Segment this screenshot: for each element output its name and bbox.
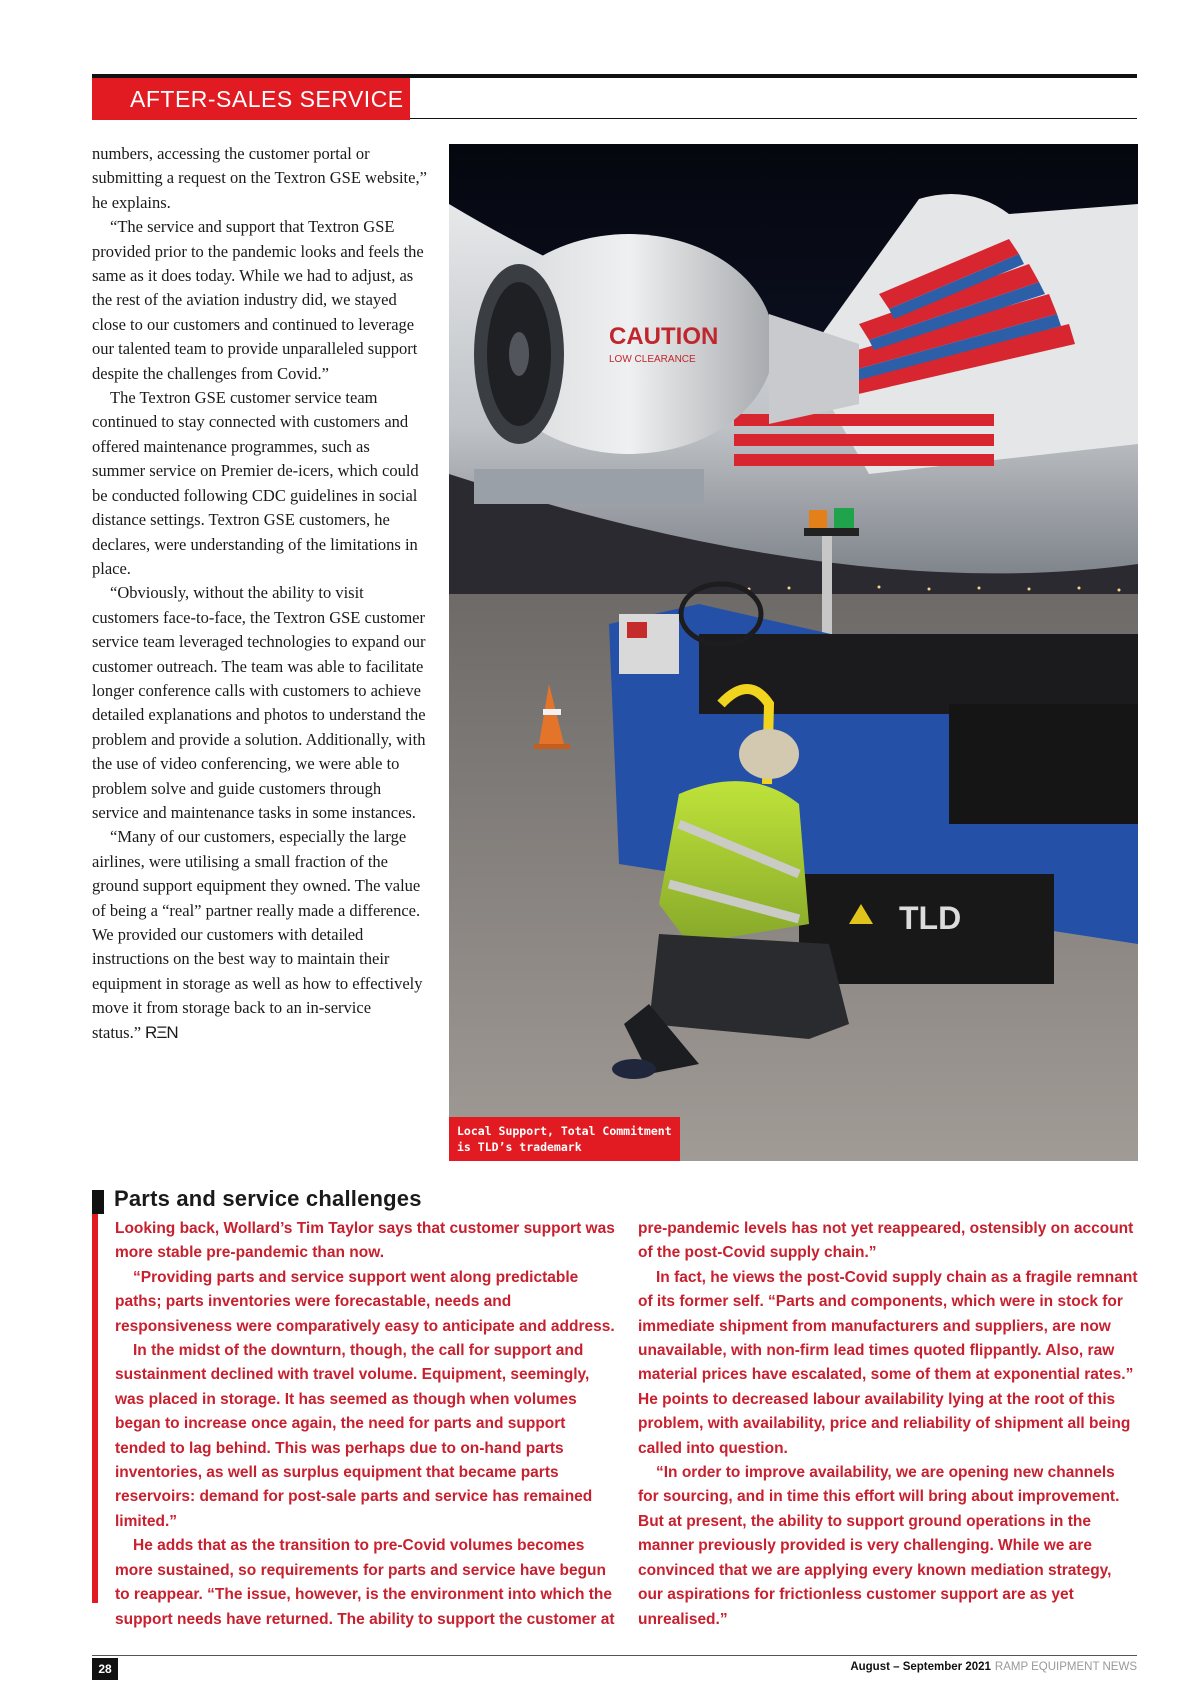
issue-date: August – September 2021 xyxy=(850,1661,991,1673)
header-rule xyxy=(410,118,1137,119)
sidebar-left-column xyxy=(115,1217,615,1632)
caution-label: CAUTION xyxy=(609,323,719,350)
heading-marker xyxy=(92,1190,104,1214)
article-paragraph-text: “Many of our customers, especially the large airlines, were utilising a small fraction of the ground support equipment they owned. The value of being a “real” partner really made a difference. We provided our customers with detailed instructions on the best way to maintain their equipment in storage as well as how to effectively move it from storage back to an in-service status.” xyxy=(92,827,423,1042)
low-clearance-label: LOW CLEARANCE xyxy=(609,354,696,365)
sidebar-paragraph: In fact, he views the post-Covid supply chain as a fragile remnant of its former self. “Parts and components, which were in stock for immediate shipment from manufacturers and suppliers, are now unavailable, with non-firm lead times quoted flippantly. Also, raw material prices have escalated, some of them at exponential rates.” He points to decreased labour availability lying at the root of this problem, with availability, price and reliability of shipment all being called into question. xyxy=(638,1268,1138,1457)
footer-credit xyxy=(850,1661,1137,1673)
article-paragraph: numbers, accessing the customer portal or submitting a request on the Textron GSE website,” he explains. xyxy=(92,144,427,212)
sidebar-paragraph: In the midst of the downturn, though, the call for support and sustainment declined with travel volume. Equipment, seemingly, was placed in storage. It has seemed as though when volumes began to increase once again, the need for parts and support tended to lag behind. This was perhaps due to on-hand parts inventories, as well as surplus equipment that became parts reservoirs: demand for post-sale parts and service has remained limited.” xyxy=(115,1342,593,1530)
left-article-column xyxy=(92,142,427,1045)
article-paragraph: “Obviously, without the ability to visit customers face-to-face, the Textron GSE customer service team leveraged technologies to expand our customer outreach. The team was able to facilitate longer conference calls with customers to achieve detailed explanations and photos to understand the problem and provide a solution. Additionally, with the use of video conferencing, we were able to problem solve and guide customers through service and maintenance tasks in some instances. xyxy=(92,583,426,822)
sidebar-paragraph: pre-pandemic levels has not yet reappeared, ostensibly on account of the post-Covid supply chain.” xyxy=(638,1220,1134,1262)
sidebar-paragraph: “In order to improve availability, we are opening new channels for sourcing, and in time this effort will bring about improvement. But at present, the ability to support ground operations in the manner previously provided is very challenging. While we are convinced that we are applying every known mediation strategy, our aspirations for frictionless customer support are as yet unrealised.” xyxy=(638,1464,1120,1628)
sidebar-paragraph: He adds that as the transition to pre-Covid volumes becomes more sustained, so requirements for parts and service have begun to reappear. “The issue, however, is the environment into which the support needs have returned. The ability to support the customer at xyxy=(115,1537,615,1628)
sidebar-paragraph: “Providing parts and service support went along predictable paths; parts inventories were forecastable, needs and responsiveness were comparatively easy to anticipate and address. xyxy=(115,1268,615,1335)
page-number: 28 xyxy=(92,1658,118,1680)
article-paragraph: “The service and support that Textron GSE provided prior to the pandemic looks and feels the same as it does today. While we had to adjust, as the rest of the aviation industry did, we stayed close to our customers and continued to leverage our talented team to provide unparalleled support despite the challenges from Covid.” xyxy=(92,217,424,383)
end-mark-logo: RΞN xyxy=(145,1022,178,1042)
sidebar-paragraph: Looking back, Wollard’s Tim Taylor says that customer support was more stable pre-pandemic than now. xyxy=(115,1220,615,1262)
section-title: AFTER-SALES SERVICE xyxy=(130,85,404,112)
sidebar-accent-bar xyxy=(92,1190,98,1603)
subsection-title: Parts and service challenges xyxy=(114,1186,422,1211)
article-paragraph-last xyxy=(92,825,427,1045)
section-banner xyxy=(92,78,410,120)
sidebar-right-column xyxy=(638,1217,1138,1632)
article-paragraph: The Textron GSE customer service team continued to stay connected with customers and offered maintenance programmes, such as summer service on Premier de-icers, which could be conducted following CDC guidelines in social distance settings. Textron GSE customers, he declares, were understanding of the limitations in place. xyxy=(92,388,419,578)
vehicle-brand-label: TLD xyxy=(899,900,962,936)
footer-rule xyxy=(92,1655,1137,1656)
article-photo xyxy=(449,144,1138,1161)
photo-caption: Local Support, Total Commitment is TLD’s trademark xyxy=(449,1117,680,1161)
publication-name: RAMP EQUIPMENT NEWS xyxy=(994,1661,1137,1673)
